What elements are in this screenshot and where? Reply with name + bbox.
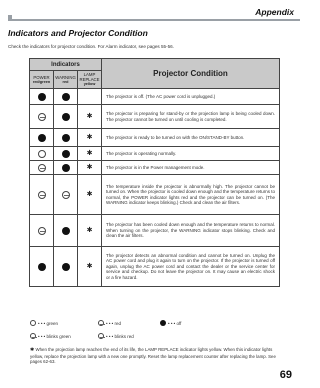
green-led-icon	[30, 320, 36, 326]
warning-indicator-cell	[54, 129, 78, 147]
red-led-icon	[62, 263, 70, 271]
lamp-off-star-icon: ✱	[86, 134, 93, 141]
condition-description: The projector is ready to be turned on with the ON/STAND-BY button.	[102, 129, 280, 147]
warning-indicator-cell	[54, 105, 78, 129]
warning-indicator-cell	[54, 247, 78, 287]
power-indicator-cell	[30, 161, 54, 175]
legend-off: • • • off	[160, 320, 181, 326]
blinking-red-led-icon	[98, 333, 104, 339]
legend-blinks-green: • • • blinks green	[30, 333, 71, 339]
power-indicator-cell	[30, 247, 54, 287]
lamp-off-star-icon: ✱	[86, 263, 93, 270]
condition-header: Projector Condition	[102, 59, 280, 89]
lamp-indicator-cell	[78, 129, 102, 147]
warning-indicator-cell	[54, 175, 78, 215]
green-led-icon	[38, 150, 46, 158]
blinking-green-led-icon	[30, 333, 36, 339]
legend-blinks-red: • • • blinks red	[98, 333, 134, 339]
intro-text: Check the indicators for projector condition. For Alarm indicator, see pages 55-56.	[8, 44, 174, 49]
off-led-icon	[160, 320, 166, 326]
indicators-table	[29, 58, 280, 287]
header-rule	[8, 19, 300, 21]
warning-indicator-cell	[54, 147, 78, 161]
red-led-icon	[62, 113, 70, 121]
red-led-icon	[38, 263, 46, 271]
lamp-column-header: LAMP REPLACE yellow	[78, 71, 102, 89]
legend-green: • • • green	[30, 320, 58, 326]
warning-column-header: WARNING red	[54, 71, 78, 89]
lamp-indicator-cell	[78, 215, 102, 247]
blinking-green-led-icon	[38, 164, 46, 172]
table-row	[30, 105, 280, 129]
power-indicator-cell	[30, 105, 54, 129]
power-column-header: POWER red/green	[30, 71, 54, 89]
condition-description: The projector is operating normally.	[102, 147, 280, 161]
page-title: Indicators and Projector Condition	[8, 28, 148, 38]
table-row	[30, 147, 280, 161]
blinking-red-led-icon	[38, 227, 46, 235]
table-row	[30, 175, 280, 215]
table-row	[30, 89, 280, 105]
table-row	[30, 247, 280, 287]
lamp-off-star-icon: ✱	[86, 164, 93, 171]
lamp-off-star-icon: ✱	[86, 150, 93, 157]
lamp-indicator-cell	[78, 247, 102, 287]
condition-description: The projector detects an abnormal condition and cannot be turned on. Unplug the AC power cord and plug it again to turn on the projector. If the projector is turned off again, unplug the AC power cord and contact the dealer or the service center for service and checkup. Do not leave the projector on. It may cause an electric shock or a fire hazard.	[102, 247, 280, 287]
page-number: 69	[279, 369, 292, 381]
lamp-indicator-cell	[78, 161, 102, 175]
lamp-off-star-icon: ✱	[86, 113, 93, 120]
power-indicator-cell	[30, 129, 54, 147]
blinking-red-led-icon	[38, 113, 46, 121]
table-row	[30, 129, 280, 147]
indicators-header: Indicators	[30, 59, 102, 71]
red-led-icon	[62, 134, 70, 142]
warning-indicator-cell	[54, 89, 78, 105]
condition-description: The projector has been cooled down enough and the temperature returns to normal. When turning on the projector, the WARNING indicator stops blinking. Check and clean the air filters.	[102, 215, 280, 247]
condition-description: The projector is in the Power management mode.	[102, 161, 280, 175]
lamp-off-star-icon: ✱	[86, 227, 93, 234]
blinking-red-led-icon	[38, 191, 46, 199]
power-indicator-cell	[30, 215, 54, 247]
table-row	[30, 161, 280, 175]
red-led-icon	[38, 134, 46, 142]
red-led-icon	[98, 320, 104, 326]
lamp-indicator-cell	[78, 89, 102, 105]
red-led-icon	[62, 93, 70, 101]
lamp-off-star-icon: ✱	[86, 191, 93, 198]
table-row	[30, 215, 280, 247]
warning-indicator-cell	[54, 215, 78, 247]
red-led-icon	[62, 227, 70, 235]
red-led-icon	[62, 150, 70, 158]
lamp-star-icon: ✱	[30, 347, 35, 353]
power-indicator-cell	[30, 89, 54, 105]
red-led-icon	[38, 93, 46, 101]
legend-red: • • • red	[98, 320, 121, 326]
warning-indicator-cell	[54, 161, 78, 175]
section-label: Appendix	[255, 7, 294, 17]
condition-description: The projector is preparing for stand-by or the projection lamp is being cooled down. The projector cannot be turned on until cooling is completed.	[102, 105, 280, 129]
power-indicator-cell	[30, 175, 54, 215]
lamp-indicator-cell	[78, 105, 102, 129]
lamp-indicator-cell	[78, 175, 102, 215]
red-led-icon	[62, 164, 70, 172]
condition-description: The projector is off. (The AC power cord is unplugged.)	[102, 89, 280, 105]
condition-description: The temperature inside the projector is abnormally high. The projector cannot be turned on. When the projector is cooled down enough and the temperature returns to normal, the POWER indicator lights red and the projector can be turned on. (The WARNING indicator keeps blinking.) Check and clean the air filters.	[102, 175, 280, 215]
power-indicator-cell	[30, 147, 54, 161]
blinking-red-led-icon	[62, 191, 70, 199]
lamp-note: ✱ When the projection lamp reaches the end of its life, the LAMP REPLACE indicator lights yellow. When this indicator lights yellow, replace the projection lamp with a new one promptly. Reset the lamp replacement counter after replacing the lamp. See pages 62-63.	[30, 347, 276, 365]
lamp-indicator-cell	[78, 147, 102, 161]
